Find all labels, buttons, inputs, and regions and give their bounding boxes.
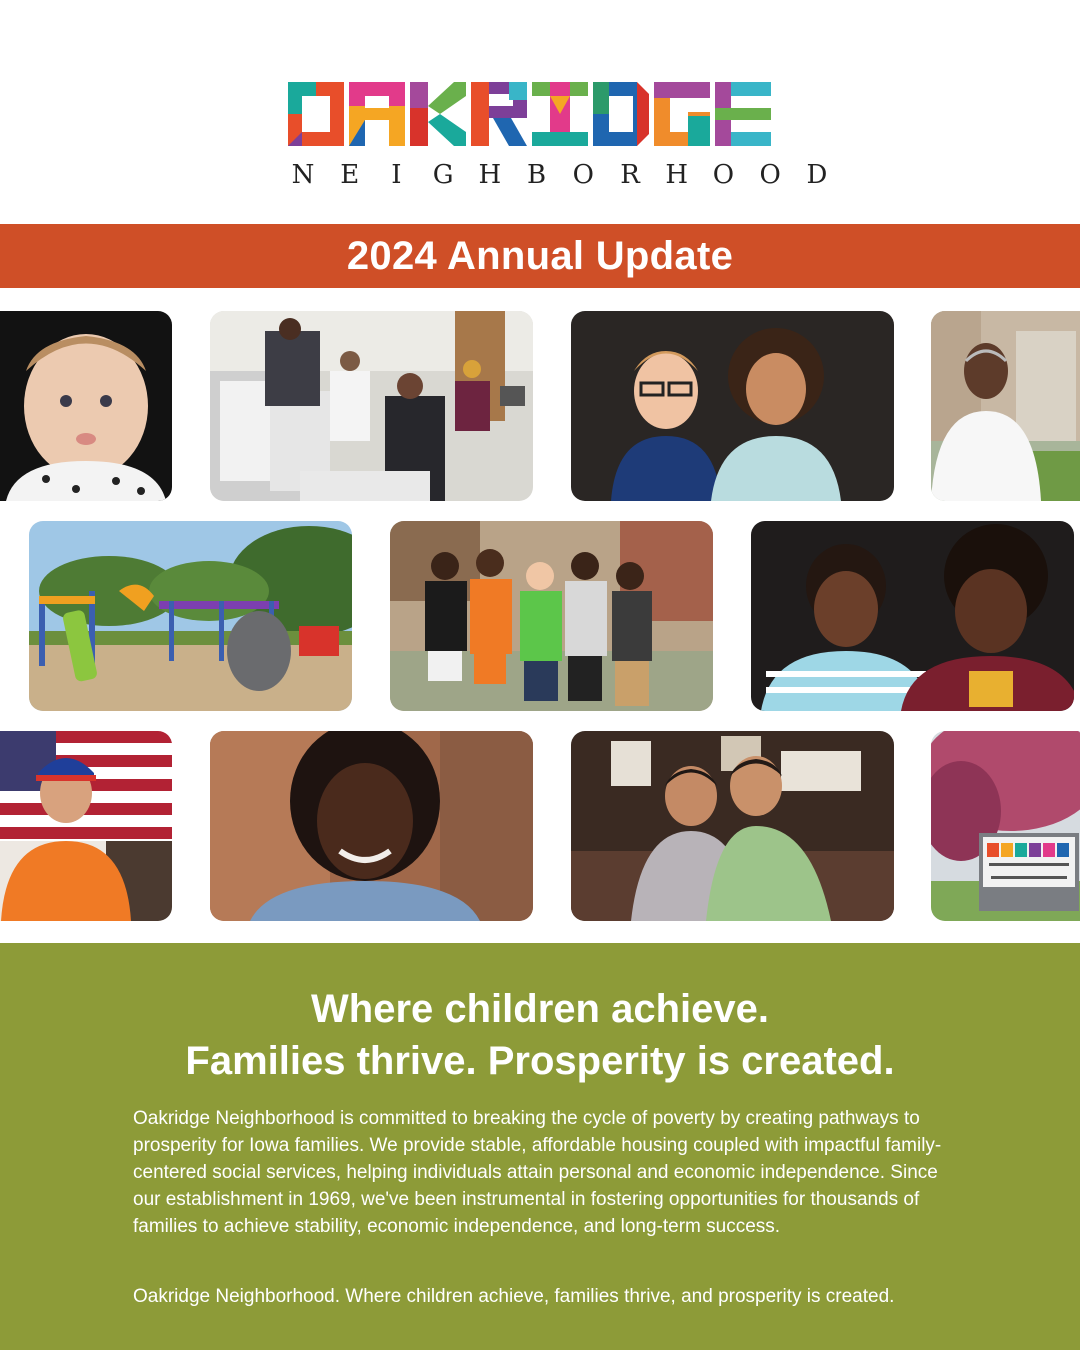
logo-letter-i bbox=[532, 82, 588, 146]
logo-wordmark bbox=[288, 82, 832, 146]
mission-headline bbox=[0, 983, 1080, 1087]
photo-man-building bbox=[931, 311, 1080, 501]
logo-sub-letter: H bbox=[665, 160, 689, 190]
logo-sub-letter: D bbox=[806, 160, 828, 190]
photo-couple bbox=[571, 731, 894, 921]
headline-line-2: Families thrive. Prosperity is created. bbox=[185, 1039, 895, 1083]
logo-sub-letter: O bbox=[712, 160, 735, 190]
logo-sub-letter: E bbox=[340, 160, 360, 190]
logo-sub-letter: O bbox=[572, 160, 594, 190]
photo-playground bbox=[29, 521, 352, 711]
logo-letter-d bbox=[593, 82, 649, 146]
logo-letter-o bbox=[288, 82, 344, 146]
logo-letter-r bbox=[471, 82, 527, 146]
logo-sub-letter: N bbox=[291, 160, 315, 190]
logo-sub-letter: R bbox=[620, 160, 640, 190]
mission-tagline: Oakridge Neighborhood. Where children achieve, families thrive, and prosperity is created. bbox=[133, 1286, 895, 1307]
logo-sub-letter: I bbox=[391, 160, 402, 190]
logo-letter-a bbox=[349, 82, 405, 146]
mission-body: Oakridge Neighborhood is committed to breaking the cycle of poverty by creating pathways to prosperity for Iowa families. We provide stable, affordable housing coupled with impactful family-centered social services, helping individuals attain personal and economic independence. Since our establishment in 1969, we've been instrumental in fostering opportunities for thousands of families to achieve stability, economic independence, and long-term success. bbox=[133, 1108, 942, 1237]
logo-letter-g bbox=[654, 82, 710, 146]
photo-sign bbox=[931, 731, 1080, 921]
banner-title: 2024 Annual Update bbox=[346, 234, 734, 278]
mission-section bbox=[0, 943, 1080, 1350]
logo-sub-letter: B bbox=[527, 160, 547, 190]
photo-boys-group bbox=[390, 521, 713, 711]
logo-letter-e bbox=[715, 82, 771, 146]
photo-office bbox=[210, 311, 533, 501]
photo-baby bbox=[0, 311, 172, 501]
annual-update-banner bbox=[0, 224, 1080, 288]
logo-subtitle bbox=[288, 160, 832, 190]
photo-two-kids bbox=[571, 311, 894, 501]
logo-sub-letter: H bbox=[478, 160, 502, 190]
logo-letter-k bbox=[410, 82, 466, 146]
logo-sub-letter: O bbox=[759, 160, 781, 190]
logo-sub-letter: G bbox=[432, 160, 454, 190]
photo-toddlers bbox=[751, 521, 1074, 711]
photo-veteran bbox=[0, 731, 172, 921]
oakridge-logo bbox=[288, 82, 832, 192]
headline-line-1: Where children achieve. bbox=[311, 987, 769, 1031]
photo-teen bbox=[210, 731, 533, 921]
